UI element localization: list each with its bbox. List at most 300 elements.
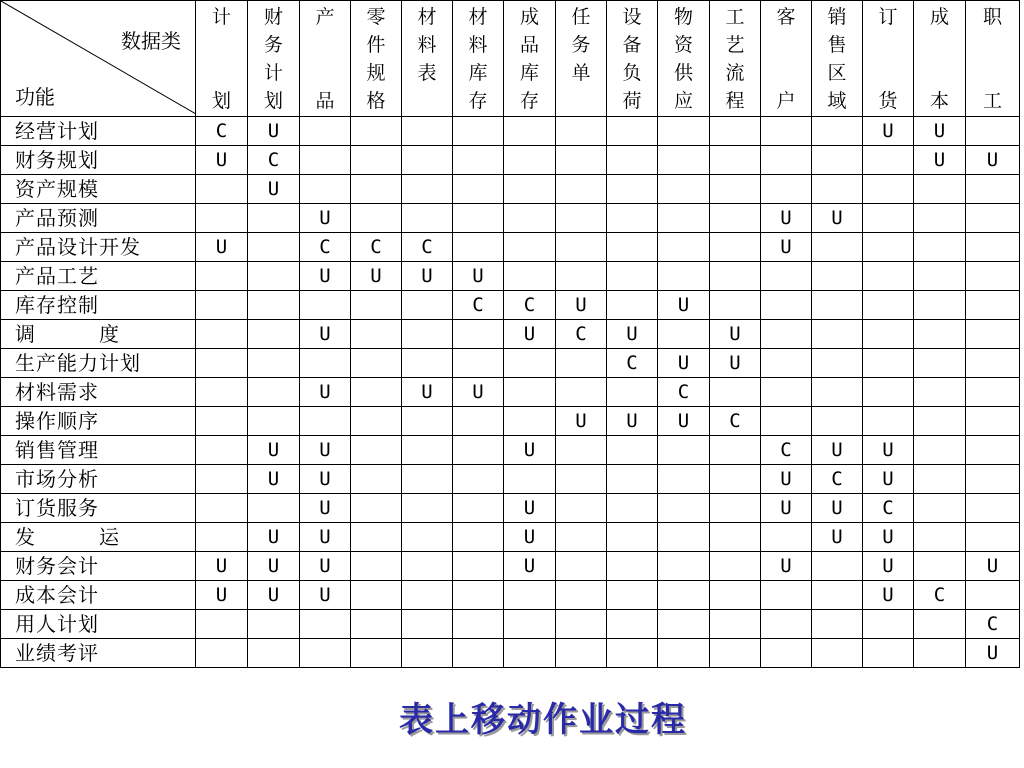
matrix-cell: U bbox=[300, 320, 351, 349]
matrix-cell bbox=[710, 436, 761, 465]
column-header-char: 品 bbox=[519, 34, 539, 56]
matrix-cell: U bbox=[761, 233, 812, 262]
column-header-char: 零 bbox=[366, 6, 386, 28]
matrix-cell bbox=[504, 407, 556, 436]
matrix-cell bbox=[914, 291, 966, 320]
matrix-cell bbox=[761, 639, 812, 668]
matrix-cell bbox=[658, 320, 710, 349]
matrix-cell bbox=[453, 552, 504, 581]
matrix-cell: U bbox=[710, 349, 761, 378]
matrix-cell bbox=[504, 610, 556, 639]
row-function-label: 成本会计 bbox=[1, 581, 196, 610]
column-header bbox=[248, 1, 300, 117]
matrix-cell bbox=[248, 610, 300, 639]
matrix-cell bbox=[710, 117, 761, 146]
matrix-cell: U bbox=[966, 639, 1020, 668]
matrix-cell bbox=[248, 407, 300, 436]
matrix-cell: U bbox=[402, 262, 453, 291]
matrix-cell: U bbox=[966, 146, 1020, 175]
column-header-char: 件 bbox=[366, 34, 386, 56]
matrix-cell bbox=[196, 639, 248, 668]
matrix-cell bbox=[453, 436, 504, 465]
matrix-cell: U bbox=[761, 494, 812, 523]
row-function-label-text bbox=[15, 320, 119, 348]
matrix-cell bbox=[402, 494, 453, 523]
column-header bbox=[504, 1, 556, 117]
matrix-cell bbox=[863, 146, 914, 175]
matrix-cell bbox=[658, 523, 710, 552]
matrix-cell bbox=[300, 407, 351, 436]
matrix-cell bbox=[761, 407, 812, 436]
column-header-char: 本 bbox=[929, 90, 949, 112]
matrix-cell: U bbox=[248, 581, 300, 610]
matrix-cell bbox=[196, 320, 248, 349]
column-header-char: 售 bbox=[827, 34, 847, 56]
table-row bbox=[1, 117, 1020, 146]
matrix-cell bbox=[504, 146, 556, 175]
matrix-cell: U bbox=[607, 320, 658, 349]
matrix-cell bbox=[196, 494, 248, 523]
matrix-cell bbox=[351, 291, 402, 320]
matrix-cell bbox=[658, 639, 710, 668]
matrix-cell bbox=[402, 610, 453, 639]
matrix-cell bbox=[402, 465, 453, 494]
column-header-text bbox=[914, 3, 965, 112]
matrix-cell bbox=[966, 378, 1020, 407]
row-function-label: 经营计划 bbox=[1, 117, 196, 146]
matrix-cell bbox=[196, 378, 248, 407]
matrix-cell: C bbox=[504, 291, 556, 320]
column-header-text bbox=[761, 3, 811, 112]
matrix-cell bbox=[863, 233, 914, 262]
matrix-cell bbox=[812, 233, 863, 262]
matrix-cell bbox=[300, 639, 351, 668]
matrix-cell bbox=[248, 349, 300, 378]
column-header-char: 任 bbox=[571, 6, 591, 28]
column-header-text bbox=[658, 3, 709, 112]
matrix-cell bbox=[453, 204, 504, 233]
matrix-cell: U bbox=[966, 552, 1020, 581]
matrix-cell bbox=[453, 465, 504, 494]
column-header-char: 应 bbox=[673, 90, 693, 112]
matrix-cell bbox=[351, 552, 402, 581]
matrix-cell: U bbox=[658, 349, 710, 378]
matrix-cell: U bbox=[504, 523, 556, 552]
column-header-char: 物 bbox=[673, 6, 693, 28]
column-header-char bbox=[863, 31, 913, 59]
header-row bbox=[1, 1, 1020, 117]
matrix-cell bbox=[453, 349, 504, 378]
matrix-cell bbox=[658, 581, 710, 610]
matrix-cell bbox=[248, 204, 300, 233]
matrix-cell bbox=[812, 291, 863, 320]
column-header-char: 计 bbox=[263, 62, 283, 84]
column-header-char: 户 bbox=[776, 90, 796, 112]
matrix-cell bbox=[402, 204, 453, 233]
column-header-text bbox=[710, 3, 760, 112]
matrix-cell bbox=[607, 494, 658, 523]
table-row bbox=[1, 436, 1020, 465]
matrix-cell bbox=[556, 436, 607, 465]
column-header-char: 备 bbox=[622, 34, 642, 56]
table-row bbox=[1, 494, 1020, 523]
matrix-cell: U bbox=[914, 117, 966, 146]
matrix-cell bbox=[658, 494, 710, 523]
row-function-label: 业绩考评 bbox=[1, 639, 196, 668]
matrix-cell bbox=[556, 610, 607, 639]
matrix-cell bbox=[914, 610, 966, 639]
table-row bbox=[1, 262, 1020, 291]
matrix-cell bbox=[914, 465, 966, 494]
matrix-cell bbox=[607, 436, 658, 465]
column-header-char: 职 bbox=[982, 6, 1002, 28]
matrix-cell: C bbox=[351, 233, 402, 262]
matrix-cell: U bbox=[402, 378, 453, 407]
matrix-cell bbox=[710, 639, 761, 668]
row-function-label: 生产能力计划 bbox=[1, 349, 196, 378]
column-header-char: 负 bbox=[622, 62, 642, 84]
matrix-cell bbox=[607, 262, 658, 291]
row-function-label: 销售管理 bbox=[1, 436, 196, 465]
matrix-cell: U bbox=[453, 262, 504, 291]
matrix-cell: U bbox=[812, 523, 863, 552]
matrix-cell: C bbox=[402, 233, 453, 262]
column-header-char: 库 bbox=[519, 62, 539, 84]
column-header-char: 客 bbox=[776, 6, 796, 28]
matrix-cell bbox=[710, 175, 761, 204]
matrix-cell bbox=[914, 233, 966, 262]
matrix-cell bbox=[351, 407, 402, 436]
matrix-cell bbox=[504, 117, 556, 146]
matrix-cell: U bbox=[300, 436, 351, 465]
matrix-cell bbox=[556, 117, 607, 146]
column-header-text bbox=[248, 3, 299, 112]
matrix-cell bbox=[351, 610, 402, 639]
matrix-cell bbox=[761, 523, 812, 552]
column-header-char: 务 bbox=[571, 34, 591, 56]
matrix-cell bbox=[607, 175, 658, 204]
matrix-cell bbox=[351, 320, 402, 349]
matrix-cell bbox=[812, 262, 863, 291]
matrix-cell bbox=[863, 378, 914, 407]
matrix-cell: C bbox=[453, 291, 504, 320]
matrix-cell bbox=[812, 581, 863, 610]
matrix-cell: C bbox=[248, 146, 300, 175]
matrix-cell bbox=[966, 465, 1020, 494]
column-header-char: 单 bbox=[571, 62, 591, 84]
column-header-char: 域 bbox=[827, 90, 847, 112]
matrix-cell bbox=[658, 552, 710, 581]
table-row bbox=[1, 407, 1020, 436]
matrix-cell bbox=[556, 523, 607, 552]
matrix-cell: C bbox=[966, 610, 1020, 639]
matrix-cell bbox=[196, 436, 248, 465]
column-header-char bbox=[300, 31, 350, 59]
matrix-cell: C bbox=[658, 378, 710, 407]
column-header-char bbox=[196, 59, 247, 87]
matrix-cell: U bbox=[812, 494, 863, 523]
column-header-char: 设 bbox=[622, 6, 642, 28]
matrix-cell bbox=[402, 291, 453, 320]
matrix-cell bbox=[966, 320, 1020, 349]
matrix-cell bbox=[658, 610, 710, 639]
row-function-label bbox=[1, 523, 196, 552]
matrix-cell bbox=[710, 378, 761, 407]
matrix-cell bbox=[402, 581, 453, 610]
matrix-cell: C bbox=[812, 465, 863, 494]
matrix-cell: U bbox=[248, 117, 300, 146]
matrix-body bbox=[1, 117, 1020, 668]
table-row bbox=[1, 552, 1020, 581]
column-header bbox=[607, 1, 658, 117]
matrix-cell bbox=[351, 378, 402, 407]
matrix-cell bbox=[351, 639, 402, 668]
matrix-cell bbox=[556, 233, 607, 262]
matrix-cell: C bbox=[556, 320, 607, 349]
column-header-char: 格 bbox=[366, 90, 386, 112]
matrix-cell: U bbox=[914, 146, 966, 175]
matrix-cell: U bbox=[196, 552, 248, 581]
matrix-cell: U bbox=[863, 552, 914, 581]
matrix-cell bbox=[812, 146, 863, 175]
column-header-char bbox=[761, 31, 811, 59]
column-header-text bbox=[300, 3, 350, 112]
column-header-char: 存 bbox=[468, 90, 488, 112]
column-header-char bbox=[914, 31, 965, 59]
column-header-char: 工 bbox=[725, 6, 745, 28]
matrix-cell: U bbox=[761, 465, 812, 494]
column-header-text bbox=[966, 3, 1019, 112]
matrix-cell bbox=[658, 204, 710, 233]
matrix-cell: U bbox=[248, 523, 300, 552]
matrix-cell bbox=[300, 117, 351, 146]
matrix-cell bbox=[453, 146, 504, 175]
matrix-cell bbox=[914, 639, 966, 668]
matrix-cell bbox=[402, 552, 453, 581]
matrix-cell bbox=[966, 204, 1020, 233]
matrix-cell bbox=[658, 465, 710, 494]
matrix-cell: C bbox=[761, 436, 812, 465]
matrix-cell bbox=[607, 610, 658, 639]
matrix-cell: U bbox=[812, 436, 863, 465]
matrix-cell bbox=[196, 291, 248, 320]
column-header-text bbox=[504, 3, 555, 112]
matrix-cell: U bbox=[710, 320, 761, 349]
matrix-cell bbox=[607, 523, 658, 552]
column-header bbox=[300, 1, 351, 117]
column-header-char: 工 bbox=[982, 90, 1002, 112]
row-function-label-text bbox=[15, 523, 119, 551]
matrix-cell bbox=[914, 378, 966, 407]
matrix-cell bbox=[453, 117, 504, 146]
matrix-cell: U bbox=[863, 117, 914, 146]
matrix-cell bbox=[914, 523, 966, 552]
matrix-cell: U bbox=[658, 407, 710, 436]
table-row bbox=[1, 378, 1020, 407]
column-header-char: 订 bbox=[878, 6, 898, 28]
matrix-cell: U bbox=[504, 320, 556, 349]
column-header-text bbox=[607, 3, 657, 112]
column-header-char: 材 bbox=[417, 6, 437, 28]
matrix-cell bbox=[863, 262, 914, 291]
table-row bbox=[1, 291, 1020, 320]
row-function-label-char: 发 bbox=[15, 525, 35, 549]
matrix-cell bbox=[966, 494, 1020, 523]
matrix-cell bbox=[710, 552, 761, 581]
matrix-cell bbox=[710, 233, 761, 262]
column-header bbox=[453, 1, 504, 117]
matrix-cell bbox=[607, 552, 658, 581]
matrix-cell bbox=[658, 175, 710, 204]
matrix-cell: U bbox=[196, 146, 248, 175]
column-header-text bbox=[196, 3, 247, 112]
column-header-char bbox=[914, 59, 965, 87]
matrix-cell: C bbox=[863, 494, 914, 523]
matrix-cell bbox=[607, 378, 658, 407]
matrix-cell bbox=[914, 436, 966, 465]
matrix-cell bbox=[402, 349, 453, 378]
column-header-char bbox=[761, 59, 811, 87]
matrix-cell bbox=[761, 291, 812, 320]
matrix-cell bbox=[351, 349, 402, 378]
matrix-cell: U bbox=[300, 552, 351, 581]
matrix-cell bbox=[300, 291, 351, 320]
matrix-cell bbox=[300, 349, 351, 378]
matrix-cell bbox=[556, 465, 607, 494]
matrix-cell bbox=[504, 581, 556, 610]
column-header-char: 区 bbox=[827, 62, 847, 84]
matrix-cell bbox=[453, 233, 504, 262]
matrix-cell: U bbox=[351, 262, 402, 291]
column-header-char: 流 bbox=[725, 62, 745, 84]
matrix-cell bbox=[863, 175, 914, 204]
matrix-cell: U bbox=[556, 407, 607, 436]
column-header-char bbox=[300, 59, 350, 87]
column-header-char: 产 bbox=[315, 6, 335, 28]
matrix-cell bbox=[658, 233, 710, 262]
matrix-cell bbox=[248, 233, 300, 262]
row-function-label-char: 运 bbox=[99, 525, 119, 549]
matrix-cell bbox=[710, 291, 761, 320]
matrix-cell bbox=[607, 639, 658, 668]
matrix-cell bbox=[607, 204, 658, 233]
matrix-cell bbox=[658, 262, 710, 291]
matrix-cell bbox=[504, 349, 556, 378]
matrix-cell bbox=[300, 146, 351, 175]
matrix-cell bbox=[812, 349, 863, 378]
matrix-cell bbox=[710, 494, 761, 523]
column-header-char: 品 bbox=[315, 90, 335, 112]
matrix-cell: U bbox=[300, 378, 351, 407]
corner-cell bbox=[1, 1, 196, 117]
matrix-cell bbox=[914, 349, 966, 378]
matrix-cell bbox=[196, 523, 248, 552]
matrix-cell bbox=[607, 146, 658, 175]
matrix-cell: U bbox=[812, 204, 863, 233]
matrix-cell: U bbox=[196, 233, 248, 262]
matrix-cell bbox=[351, 494, 402, 523]
matrix-cell bbox=[453, 581, 504, 610]
column-header bbox=[710, 1, 761, 117]
matrix-cell bbox=[504, 262, 556, 291]
matrix-cell bbox=[710, 262, 761, 291]
matrix-cell bbox=[710, 204, 761, 233]
column-header-char: 规 bbox=[366, 62, 386, 84]
matrix-cell bbox=[248, 262, 300, 291]
table-row bbox=[1, 523, 1020, 552]
matrix-cell bbox=[658, 146, 710, 175]
column-header bbox=[196, 1, 248, 117]
column-header-char: 资 bbox=[673, 34, 693, 56]
matrix-cell: U bbox=[300, 494, 351, 523]
table-row bbox=[1, 204, 1020, 233]
matrix-cell bbox=[761, 146, 812, 175]
matrix-cell: U bbox=[863, 523, 914, 552]
corner-function-label: 功能 bbox=[15, 85, 55, 109]
matrix-cell bbox=[556, 349, 607, 378]
matrix-cell bbox=[966, 175, 1020, 204]
row-function-label: 资产规模 bbox=[1, 175, 196, 204]
matrix-cell bbox=[196, 349, 248, 378]
row-function-label: 操作顺序 bbox=[1, 407, 196, 436]
matrix-cell bbox=[453, 639, 504, 668]
matrix-cell: U bbox=[248, 465, 300, 494]
matrix-cell bbox=[761, 581, 812, 610]
matrix-cell bbox=[607, 465, 658, 494]
matrix-cell bbox=[607, 581, 658, 610]
column-header bbox=[966, 1, 1020, 117]
column-header-char: 计 bbox=[211, 6, 231, 28]
column-header bbox=[402, 1, 453, 117]
column-header-char: 成 bbox=[929, 6, 949, 28]
matrix-cell bbox=[761, 262, 812, 291]
matrix-cell bbox=[453, 610, 504, 639]
matrix-cell bbox=[453, 175, 504, 204]
matrix-cell bbox=[710, 465, 761, 494]
column-header-char bbox=[966, 31, 1019, 59]
column-header bbox=[914, 1, 966, 117]
matrix-cell bbox=[914, 552, 966, 581]
matrix-cell bbox=[402, 146, 453, 175]
matrix-cell: C bbox=[710, 407, 761, 436]
matrix-cell bbox=[556, 581, 607, 610]
matrix-cell bbox=[607, 117, 658, 146]
matrix-cell bbox=[812, 639, 863, 668]
matrix-cell bbox=[351, 581, 402, 610]
matrix-cell bbox=[966, 581, 1020, 610]
row-function-label: 财务规划 bbox=[1, 146, 196, 175]
matrix-cell bbox=[556, 639, 607, 668]
matrix-cell bbox=[351, 465, 402, 494]
column-header bbox=[556, 1, 607, 117]
row-function-label: 订货服务 bbox=[1, 494, 196, 523]
matrix-cell bbox=[248, 320, 300, 349]
row-function-label: 产品设计开发 bbox=[1, 233, 196, 262]
matrix-cell: U bbox=[556, 291, 607, 320]
matrix-cell bbox=[812, 378, 863, 407]
matrix-cell bbox=[966, 117, 1020, 146]
table-row bbox=[1, 639, 1020, 668]
matrix-cell bbox=[196, 262, 248, 291]
matrix-cell bbox=[351, 117, 402, 146]
matrix-cell: U bbox=[761, 204, 812, 233]
matrix-cell bbox=[453, 320, 504, 349]
table-row bbox=[1, 465, 1020, 494]
matrix-cell bbox=[914, 494, 966, 523]
column-header-text bbox=[453, 3, 503, 112]
column-header-text bbox=[863, 3, 913, 112]
matrix-cell bbox=[402, 639, 453, 668]
